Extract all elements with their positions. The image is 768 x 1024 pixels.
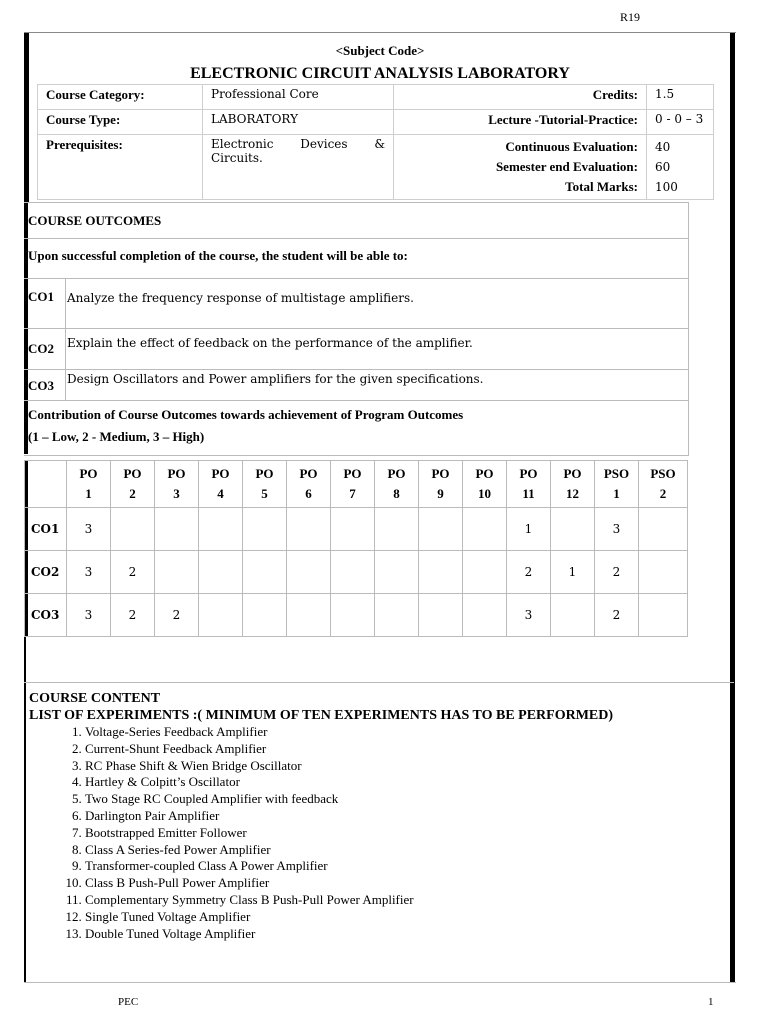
semester-value: 60 bbox=[655, 160, 671, 174]
po-header-prefix: PO bbox=[387, 466, 406, 481]
po-header-cell bbox=[595, 461, 639, 508]
po-header-prefix: PO bbox=[519, 466, 538, 481]
outcomes-intro: Upon successful completion of the course, the student will be able to: bbox=[28, 248, 408, 263]
mapping-value-cell bbox=[551, 508, 595, 551]
mapping-value-cell bbox=[639, 508, 688, 551]
mapping-value-cell: 3 bbox=[67, 508, 111, 551]
po-header-number: 4 bbox=[217, 486, 224, 501]
mapping-co-label: CO2 bbox=[25, 551, 67, 594]
co3-code: CO3 bbox=[28, 378, 54, 393]
category-value: Professional Core bbox=[203, 85, 394, 110]
co2-text: Explain the effect of feedback on the performance of the amplifier. bbox=[67, 336, 473, 350]
co1-text: Analyze the frequency response of multistage amplifiers. bbox=[67, 291, 414, 305]
po-header-cell bbox=[507, 461, 551, 508]
mapping-value-cell bbox=[199, 594, 243, 637]
mapping-row bbox=[25, 594, 688, 637]
mapping-value-cell bbox=[199, 551, 243, 594]
mapping-value-cell bbox=[111, 508, 155, 551]
outcomes-heading: COURSE OUTCOMES bbox=[28, 213, 162, 228]
evaluation-values bbox=[647, 135, 714, 200]
po-header-prefix: PO bbox=[79, 466, 98, 481]
po-header-cell bbox=[155, 461, 199, 508]
experiment-item: 10. Class B Push-Pull Power Amplifier bbox=[85, 875, 414, 892]
mapping-value-cell: 2 bbox=[111, 551, 155, 594]
prereq-label: Prerequisites: bbox=[38, 135, 203, 200]
po-header-cell bbox=[67, 461, 111, 508]
po-header-number: 3 bbox=[173, 486, 180, 501]
mapping-value-cell bbox=[375, 551, 419, 594]
contribution-heading: Contribution of Course Outcomes towards achievement of Program Outcomes bbox=[28, 407, 464, 422]
mapping-value-cell bbox=[551, 594, 595, 637]
divider bbox=[24, 328, 688, 329]
total-label: Total Marks: bbox=[565, 179, 638, 194]
divider bbox=[24, 278, 688, 279]
mapping-value-cell bbox=[243, 551, 287, 594]
experiments-list bbox=[55, 724, 414, 942]
mapping-value-cell bbox=[243, 508, 287, 551]
continuous-value: 40 bbox=[655, 140, 671, 154]
experiments-heading: LIST OF EXPERIMENTS :( MINIMUM OF TEN EXPERIMENTS HAS TO BE PERFORMED) bbox=[29, 708, 614, 723]
credits-value: 1.5 bbox=[647, 85, 714, 110]
po-header-number: 7 bbox=[349, 486, 356, 501]
divider bbox=[24, 400, 688, 401]
po-header-prefix: PO bbox=[255, 466, 274, 481]
mapping-value-cell bbox=[287, 594, 331, 637]
po-header-prefix: PO bbox=[123, 466, 142, 481]
type-value: LABORATORY bbox=[203, 110, 394, 135]
mapping-value-cell: 1 bbox=[551, 551, 595, 594]
experiment-item: 2. Current-Shunt Feedback Amplifier bbox=[85, 741, 414, 758]
mapping-value-cell: 2 bbox=[595, 594, 639, 637]
contribution-scale: (1 – Low, 2 - Medium, 3 – High) bbox=[28, 429, 205, 444]
category-label: Course Category: bbox=[38, 85, 203, 110]
experiment-item: 5. Two Stage RC Coupled Amplifier with feedback bbox=[85, 791, 414, 808]
credits-label: Credits: bbox=[394, 85, 647, 110]
po-header-number: 5 bbox=[261, 486, 268, 501]
mapping-co-label: CO1 bbox=[25, 508, 67, 551]
po-header-prefix: PO bbox=[167, 466, 186, 481]
po-header-prefix: PO bbox=[299, 466, 318, 481]
mapping-value-cell bbox=[199, 508, 243, 551]
divider bbox=[65, 279, 66, 401]
mapping-value-cell: 3 bbox=[595, 508, 639, 551]
course-title: ELECTRONIC CIRCUIT ANALYSIS LABORATORY bbox=[190, 65, 570, 82]
experiment-item: 9. Transformer-coupled Class A Power Amplifier bbox=[85, 858, 414, 875]
evaluation-labels bbox=[394, 135, 647, 200]
po-header-number: 10 bbox=[478, 486, 491, 501]
mapping-row bbox=[25, 508, 688, 551]
mapping-value-cell bbox=[463, 594, 507, 637]
prereq-value: Electronic Devices & Circuits. bbox=[203, 135, 394, 200]
po-header-cell bbox=[551, 461, 595, 508]
course-info-table bbox=[37, 84, 714, 200]
mapping-value-cell bbox=[419, 508, 463, 551]
po-header-number: 1 bbox=[613, 486, 620, 501]
mapping-value-cell bbox=[331, 551, 375, 594]
mapping-value-cell: 3 bbox=[67, 594, 111, 637]
po-header-prefix: PSO bbox=[650, 466, 676, 481]
mapping-value-cell bbox=[639, 551, 688, 594]
po-header-number: 9 bbox=[437, 486, 444, 501]
po-header-prefix: PO bbox=[563, 466, 582, 481]
experiment-item: 6. Darlington Pair Amplifier bbox=[85, 808, 414, 825]
po-header-cell bbox=[243, 461, 287, 508]
experiment-item: 11. Complementary Symmetry Class B Push-Pull Power Amplifier bbox=[85, 892, 414, 909]
experiment-item: 12. Single Tuned Voltage Amplifier bbox=[85, 909, 414, 926]
po-header-number: 2 bbox=[129, 486, 136, 501]
mapping-value-cell bbox=[463, 508, 507, 551]
po-header-cell bbox=[419, 461, 463, 508]
mapping-value-cell: 1 bbox=[507, 508, 551, 551]
experiment-item: 8. Class A Series-fed Power Amplifier bbox=[85, 842, 414, 859]
experiment-item: 7. Bootstrapped Emitter Follower bbox=[85, 825, 414, 842]
po-header-number: 11 bbox=[522, 486, 535, 501]
mapping-value-cell bbox=[331, 594, 375, 637]
mapping-value-cell bbox=[375, 508, 419, 551]
course-outcomes-section bbox=[24, 202, 689, 456]
po-header-number: 1 bbox=[85, 486, 92, 501]
po-header-cell bbox=[331, 461, 375, 508]
mapping-value-cell: 3 bbox=[507, 594, 551, 637]
mapping-value-cell: 2 bbox=[111, 594, 155, 637]
co-po-mapping-table bbox=[24, 460, 688, 637]
experiment-item: 4. Hartley & Colpitt’s Oscillator bbox=[85, 774, 414, 791]
po-header-cell bbox=[375, 461, 419, 508]
mapping-value-cell: 2 bbox=[507, 551, 551, 594]
type-label: Course Type: bbox=[38, 110, 203, 135]
corner-cell bbox=[25, 461, 67, 508]
right-border-bar bbox=[730, 202, 735, 982]
course-content-heading: COURSE CONTENT bbox=[29, 691, 161, 706]
experiment-item: 1. Voltage-Series Feedback Amplifier bbox=[85, 724, 414, 741]
ltp-label: Lecture -Tutorial-Practice: bbox=[394, 110, 647, 135]
divider bbox=[24, 982, 736, 983]
mapping-value-cell: 2 bbox=[595, 551, 639, 594]
mapping-co-label: CO3 bbox=[25, 594, 67, 637]
mapping-value-cell bbox=[331, 508, 375, 551]
po-header-prefix: PO bbox=[343, 466, 362, 481]
ltp-value: 0 - 0 – 3 bbox=[647, 110, 714, 135]
spacer-area bbox=[24, 634, 734, 683]
experiment-item: 13. Double Tuned Voltage Amplifier bbox=[85, 926, 414, 943]
mapping-header-row bbox=[25, 461, 688, 508]
regulation-code: R19 bbox=[620, 10, 641, 24]
po-header-prefix: PO bbox=[475, 466, 494, 481]
mapping-value-cell bbox=[639, 594, 688, 637]
mapping-value-cell bbox=[463, 551, 507, 594]
page-number: 1 bbox=[708, 996, 714, 1008]
mapping-value-cell bbox=[287, 508, 331, 551]
left-border-bar bbox=[24, 636, 26, 982]
po-header-number: 8 bbox=[393, 486, 400, 501]
divider bbox=[24, 238, 688, 239]
po-header-prefix: PSO bbox=[603, 466, 630, 481]
po-header-number: 2 bbox=[659, 486, 667, 501]
mapping-value-cell: 3 bbox=[67, 551, 111, 594]
po-header-cell bbox=[199, 461, 243, 508]
co2-code: CO2 bbox=[28, 341, 54, 356]
mapping-value-cell bbox=[287, 551, 331, 594]
mapping-value-cell bbox=[419, 594, 463, 637]
total-value: 100 bbox=[655, 180, 678, 194]
mapping-value-cell bbox=[155, 551, 199, 594]
mapping-value-cell bbox=[155, 508, 199, 551]
po-header-cell bbox=[639, 461, 688, 508]
semester-label: Semester end Evaluation: bbox=[495, 159, 638, 174]
co3-text: Design Oscillators and Power amplifiers for the given specifications. bbox=[67, 372, 484, 386]
mapping-value-cell bbox=[419, 551, 463, 594]
po-header-cell bbox=[287, 461, 331, 508]
mapping-value-cell bbox=[375, 594, 419, 637]
po-header-number: 6 bbox=[305, 486, 312, 501]
subject-code: <Subject Code> bbox=[335, 43, 425, 58]
po-header-number: 12 bbox=[566, 486, 579, 501]
po-header-prefix: PO bbox=[211, 466, 230, 481]
po-header-cell bbox=[111, 461, 155, 508]
po-header-cell bbox=[463, 461, 507, 508]
continuous-label: Continuous Evaluation: bbox=[505, 139, 638, 154]
footer-label: PEC bbox=[118, 996, 139, 1008]
mapping-row bbox=[25, 551, 688, 594]
mapping-value-cell: 2 bbox=[155, 594, 199, 637]
divider bbox=[24, 369, 688, 370]
co1-code: CO1 bbox=[28, 289, 54, 304]
po-header-prefix: PO bbox=[431, 466, 450, 481]
mapping-value-cell bbox=[243, 594, 287, 637]
experiment-item: 3. RC Phase Shift & Wien Bridge Oscillator bbox=[85, 758, 414, 775]
